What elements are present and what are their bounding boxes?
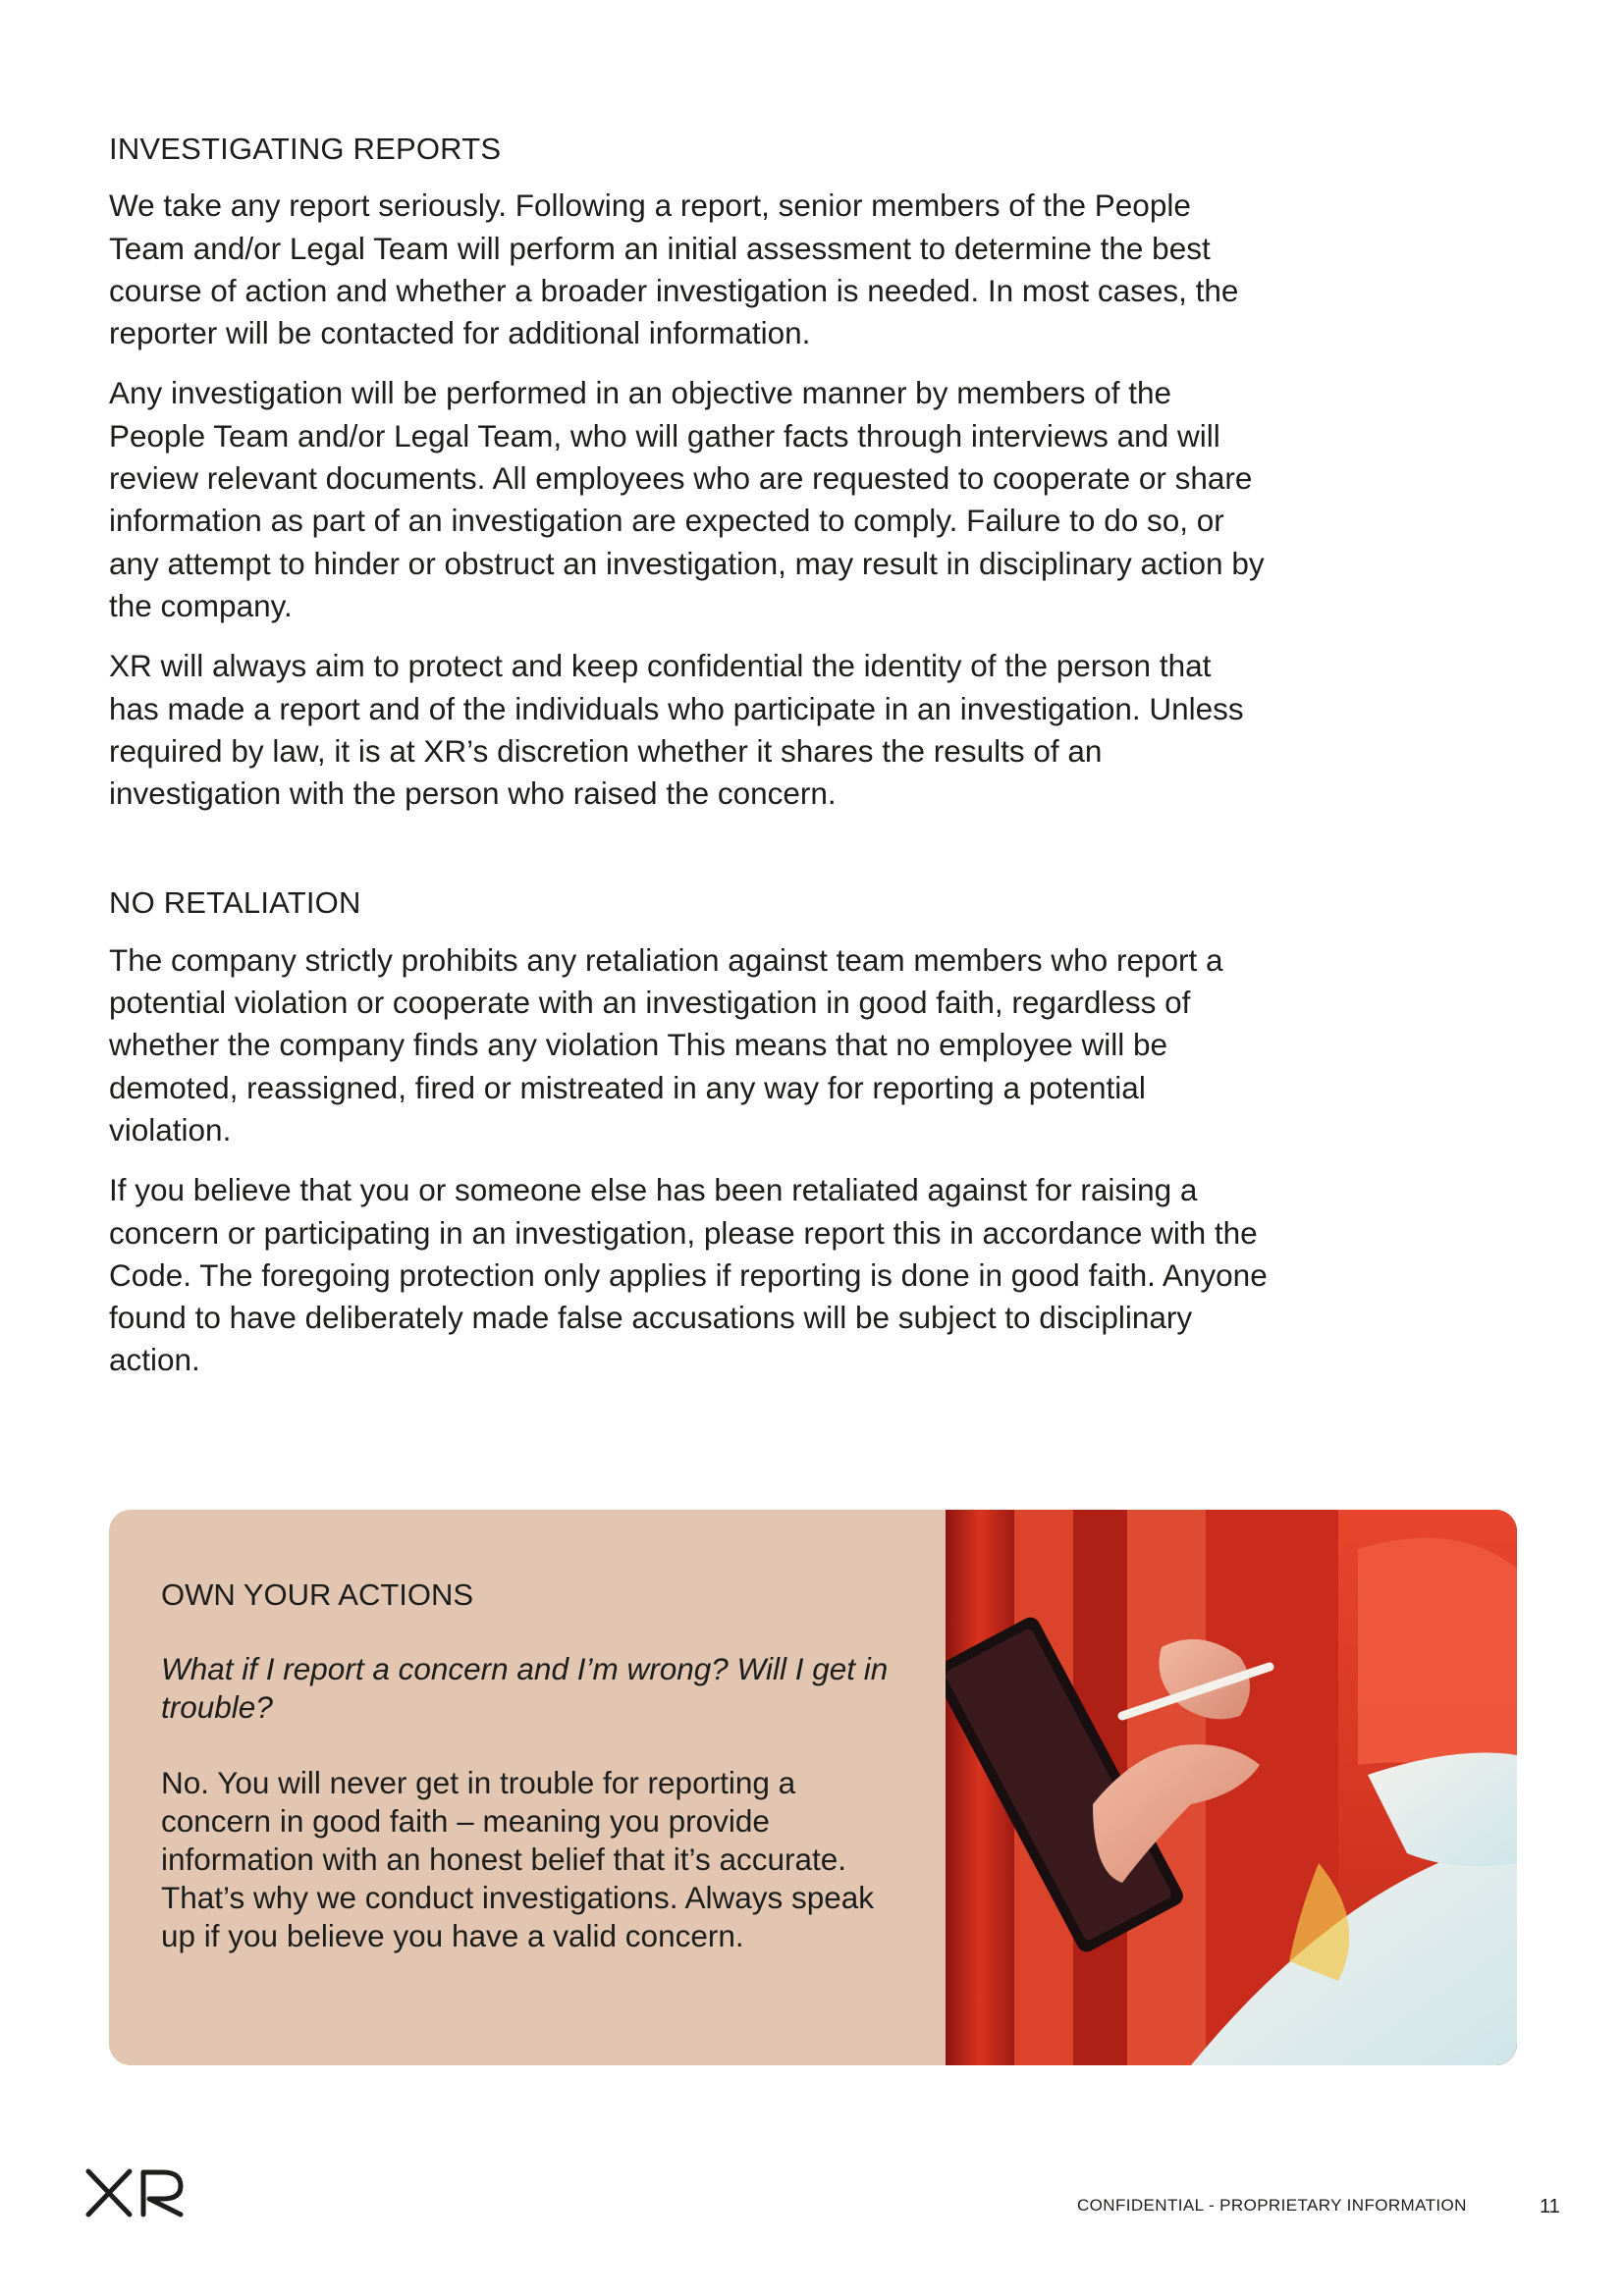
paragraph: We take any report seriously. Following a report, senior members of the People Team and/or Legal Team will perform an initial assessment to determine the best course of action and whether a broader investigation is needed. In most cases, the reporter will be contacted for additional information.: [109, 187, 1239, 351]
callout-heading: OWN YOUR ACTIONS: [161, 1577, 474, 1612]
paragraph: If you believe that you or someone else has been retaliated against for raising a concern or participating in an investigation, please report this in accordance with the Code. The foregoing protection only applies if reporting is done in good faith. Anyone found to have deliberately made false accusations will be subject to disciplinary action.: [109, 1172, 1268, 1378]
tablet-photo-illustration: [946, 1510, 1517, 2065]
callout-answer: No. You will never get in trouble for reporting a concern in good faith – meaning you provide information with an honest belief that it’s accurate. That’s why we conduct investigations. Always speak up if you believe you have a valid concern.: [161, 1765, 875, 1954]
paragraph: Any investigation will be performed in an objective manner by members of the People Team and/or Legal Team, who will gather facts through interviews and will review relevant documents. All employees who are requested to cooperate or share information as part of an investigation are expected to comply. Failure to do so, or any attempt to hinder or obstruct an investigation, may result in disciplinary action by the company.: [109, 375, 1265, 623]
paragraph: The company strictly prohibits any retaliation against team members who report a potential violation or cooperate with an investigation in good faith, regardless of whether the company finds any violation This means that no employee will be demoted, reassigned, fired or mistreated in any way for reporting a potential violation.: [109, 941, 1223, 1148]
main-content: [109, 130, 1268, 1400]
callout-text: [161, 1576, 907, 1955]
section-heading-investigating-reports: INVESTIGATING REPORTS: [109, 132, 502, 166]
tablet-photo: [946, 1510, 1517, 2065]
page-number: 11: [1540, 2196, 1560, 2217]
paragraph: XR will always aim to protect and keep confidential the identity of the person that has made a report and of the individuals who participate in an investigation. Unless required by law, it is at XR’s discretion whether it shares the results of an investigation with the person who raised the concern.: [109, 648, 1244, 812]
own-your-actions-callout: [109, 1510, 1517, 2065]
section-heading-no-retaliation: NO RETALIATION: [109, 885, 361, 921]
xr-logo-icon: [84, 2167, 189, 2218]
confidential-label: CONFIDENTIAL - PROPRIETARY INFORMATION: [1077, 2196, 1467, 2215]
callout-question: What if I report a concern and I’m wrong? Will I get in trouble?: [161, 1651, 889, 1726]
no-retaliation-section: [109, 883, 1268, 1381]
